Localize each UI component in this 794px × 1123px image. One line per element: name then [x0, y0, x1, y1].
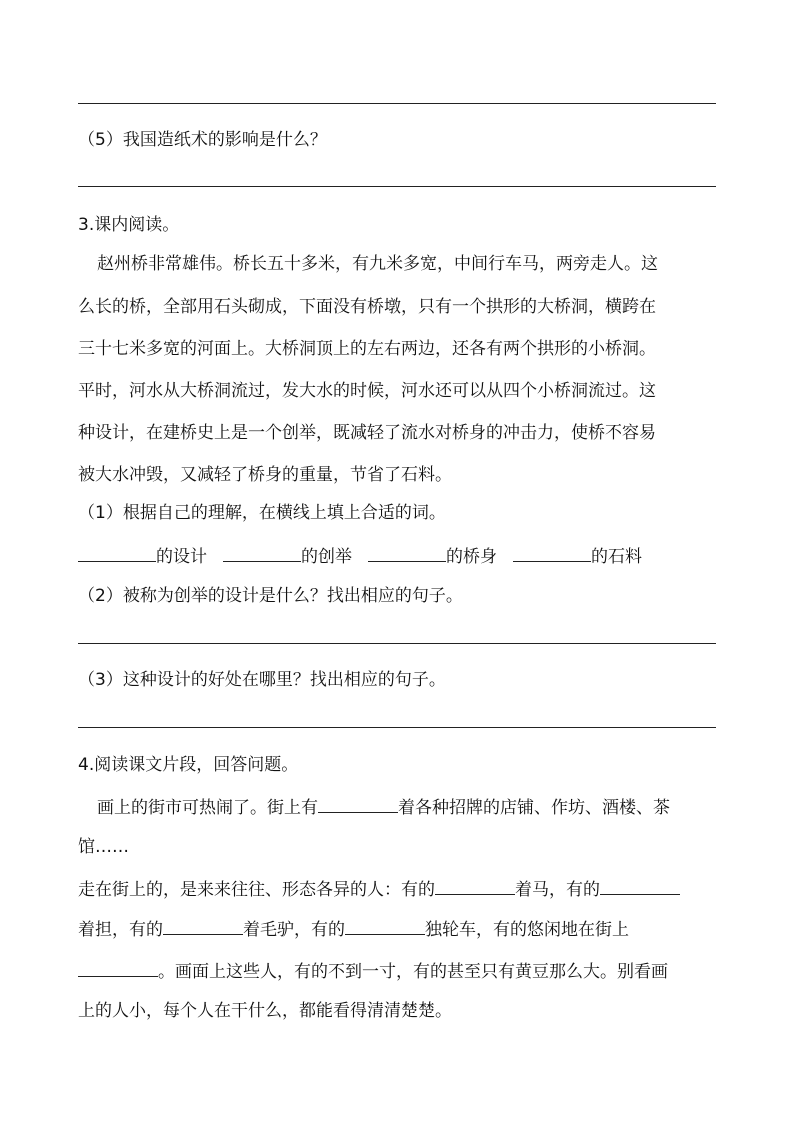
q4-text: 着担，有的: [78, 920, 163, 940]
fill-word: 的设计: [156, 547, 207, 567]
passage-line: 么长的桥，全部用石头砌成，下面没有桥墩，只有一个拱形的大桥洞，横跨在: [78, 297, 656, 317]
passage-line: 平时，河水从大桥洞流过，发大水的时候，河水还可以从四个小桥洞流过。这: [78, 381, 656, 401]
q4-text: 画上的街市可热闹了。街上有: [97, 798, 318, 818]
fill-blank[interactable]: [368, 543, 446, 562]
fill-blank[interactable]: [513, 543, 591, 562]
fill-blank[interactable]: [345, 916, 425, 935]
q4-heading: 4.阅读课文片段，回答问题。: [78, 755, 299, 775]
q4-text: 着各种招牌的店铺、作坊、酒楼、茶: [398, 798, 670, 818]
q4-text: 。画面上这些人，有的不到一寸，有的甚至只有黄豆那么大。别看画: [158, 962, 668, 982]
answer-line: [78, 103, 716, 104]
fill-blank[interactable]: [223, 543, 301, 562]
q4-line-6: 上的人小，每个人在干什么，都能看得清清楚楚。: [78, 1001, 452, 1021]
q4-text: 走在街上的，是来来往往、形态各异的人：有的: [78, 880, 435, 900]
answer-line: [78, 186, 716, 187]
fill-word: 的石料: [591, 547, 642, 567]
answer-line: [78, 643, 716, 644]
q4-line-5: [78, 958, 668, 984]
passage-line: 被大水冲毁，又减轻了桥身的重量，节省了石料。: [78, 465, 452, 485]
q4-line-4: [78, 916, 629, 942]
answer-line: [78, 727, 716, 728]
fill-word: 的创举: [301, 547, 352, 567]
q2-item5: （5）我国造纸术的影响是什么？: [78, 130, 327, 150]
passage-line: 种设计，在建桥史上是一个创举，既减轻了流水对桥身的冲击力，使桥不容易: [78, 423, 656, 443]
q3-heading: 3.课内阅读。: [78, 215, 180, 235]
q3-item2: （2）被称为创举的设计是什么？找出相应的句子。: [78, 586, 463, 606]
passage-line: 三十七米多宽的河面上。大桥洞顶上的左右两边，还各有两个拱形的小桥洞。: [78, 339, 656, 359]
fill-blank[interactable]: [435, 876, 515, 895]
q4-text: 着马，有的: [515, 880, 600, 900]
q3-fill-row: [78, 543, 642, 569]
q3-item1: （1）根据自己的理解，在横线上填上合适的词。: [78, 503, 446, 523]
fill-word: 的桥身: [446, 547, 497, 567]
q4-text: 着毛驴，有的: [243, 920, 345, 940]
q4-line-1: [97, 794, 670, 820]
fill-blank[interactable]: [318, 794, 398, 813]
q4-line-3: [78, 876, 680, 902]
fill-blank[interactable]: [163, 916, 243, 935]
q4-text: 独轮车，有的悠闲地在街上: [425, 920, 629, 940]
q4-line-2: 馆……: [78, 837, 129, 857]
fill-blank[interactable]: [78, 543, 156, 562]
passage-line: 赵州桥非常雄伟。桥长五十多米，有九米多宽，中间行车马，两旁走人。这: [97, 254, 658, 274]
fill-blank[interactable]: [600, 876, 680, 895]
fill-blank[interactable]: [78, 958, 158, 977]
q3-item3: （3）这种设计的好处在哪里？找出相应的句子。: [78, 670, 446, 690]
